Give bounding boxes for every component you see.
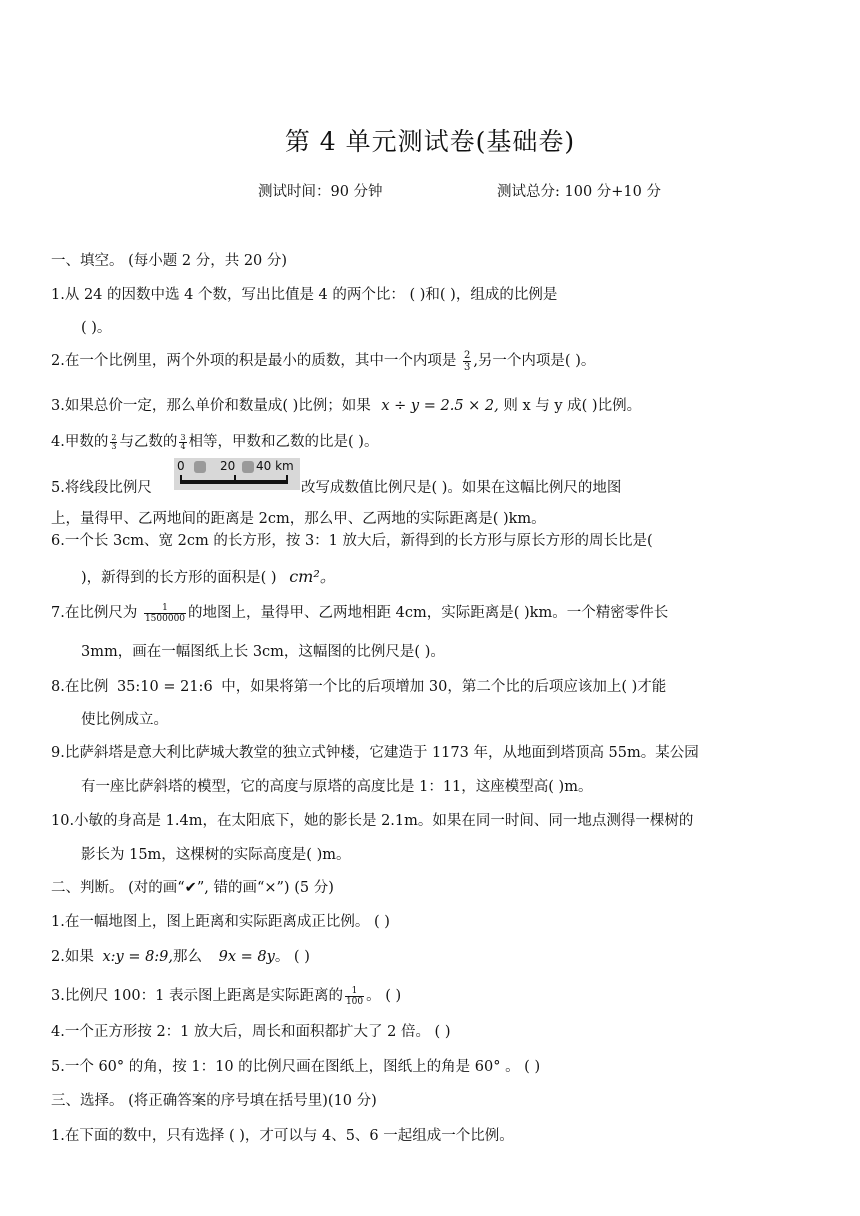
judge-3 [51, 984, 401, 1007]
scale-tick [180, 475, 182, 484]
judge-2-text-c: 。 ( ) [274, 949, 310, 965]
question-4 [51, 430, 378, 451]
question-4-text-a: 4.甲数的 [51, 434, 109, 450]
question-3-text-b: 则 x 与 y 成( )比例。 [503, 398, 642, 414]
judge-2-expression-2: 9x = 8y [218, 949, 275, 965]
judge-2 [51, 945, 310, 966]
scale-tick [286, 475, 288, 484]
question-3-expression: x ÷ y = 2.5 × 2, [381, 398, 499, 414]
fraction-two-thirds [463, 350, 471, 373]
question-6-unit: cm²。 [289, 567, 336, 586]
question-5-text-b: 改写成数值比例尺是( )。如果在这幅比例尺的地图 [301, 480, 622, 496]
fraction-denominator: 100 [345, 996, 364, 1007]
judge-1: 1.在一幅地图上，图上距离和实际距离成正比例。 ( ) [51, 914, 390, 930]
fraction-scale [144, 603, 186, 624]
question-10-line-b: 影长为 15m，这棵树的实际高度是( )m。 [81, 847, 351, 863]
line-scale-image [174, 458, 300, 490]
judge-5: 5.一个 60° 的角，按 1：10 的比例尺画在图纸上，图纸上的角是 60° 。 ( ) [51, 1059, 541, 1075]
question-7-line-a [51, 601, 668, 624]
question-5-text-a: 5.将线段比例尺 [51, 480, 152, 496]
judge-3-text-b: 。 ( ) [366, 988, 402, 1004]
judge-2-text-b: 那么 [173, 949, 203, 965]
question-4-text-c: 相等，甲数和乙数的比是( )。 [188, 434, 379, 450]
question-6-line-a: 6.一个长 3cm、宽 2cm 的长方形，按 3：1 放大后，新得到的长方形与原长方形的周长比是( [51, 533, 653, 549]
fraction-denominator: 4 [180, 441, 186, 451]
question-9-line-b: 有一座比萨斜塔的模型，它的高度与原塔的高度比是 1：11，这座模型高( )m。 [81, 779, 593, 795]
judge-2-expression-1: x:y = 8:9, [102, 949, 174, 965]
question-3 [51, 394, 641, 415]
section2-heading: 二、判断。 (对的画“✔”, 错的画“×”) (5 分) [51, 880, 334, 896]
scale-smudge [242, 461, 254, 473]
fraction-one-hundredth [345, 986, 364, 1007]
question-1-line-a: 1.从 24 的因数中选 4 个数，写出比值是 4 的两个比： ( )和( )，组成的比例是 [51, 287, 558, 303]
fraction-numerator: 2 [463, 349, 471, 361]
question-8-line-b: 使比例成立。 [81, 712, 168, 728]
question-3-text-a: 3.如果总价一定，那么单价和数量成( )比例；如果 [51, 398, 371, 414]
fraction-three-quarters [179, 434, 186, 451]
question-8-text-b: 中，如果将第一个比的后项增加 30，第二个比的后项应该加上( )才能 [221, 679, 667, 695]
question-1-line-b: ( )。 [81, 320, 112, 336]
test-time: 测试时间：90 分钟 [258, 184, 383, 200]
fraction-denominator: 3 [463, 361, 471, 373]
scale-label-0: 0 [177, 459, 185, 473]
question-6-line-b [81, 564, 336, 587]
question-4-text-b: 与乙数的 [119, 434, 178, 450]
section3-heading: 三、选择。 (将正确答案的序号填在括号里)(10 分) [51, 1093, 377, 1109]
fraction-numerator: 3 [180, 432, 186, 442]
choice-1: 1.在下面的数中，只有选择 ( )，才可以与 4、5、6 一起组成一个比例。 [51, 1128, 514, 1144]
question-9-line-a: 9.比萨斜塔是意大利比萨城大教堂的独立式钟楼，它建造于 1173 年，从地面到塔顶高 55m。某公园 [51, 745, 699, 761]
page-title: 第 4 单元测试卷(基础卷) [284, 127, 576, 156]
section1-heading: 一、填空。 (每小题 2 分，共 20 分) [51, 253, 288, 269]
fraction-denominator: 1500000 [144, 613, 186, 624]
scale-smudge [194, 461, 206, 473]
test-score: 测试总分: 100 分+10 分 [497, 184, 661, 200]
fraction-two-thirds [110, 434, 117, 451]
fraction-denominator: 3 [111, 441, 117, 451]
question-2 [51, 349, 595, 373]
question-10-line-a: 10.小敏的身高是 1.4m，在太阳底下，她的影长是 2.1m。如果在同一时间、同一地点测得一棵树的 [51, 813, 694, 829]
question-7-text-b: 的地图上，量得甲、乙两地相距 4cm，实际距离是( )km。一个精密零件长 [188, 605, 669, 621]
question-8-expression: 35:10 = 21:6 [116, 679, 213, 695]
judge-3-text-a: 3.比例尺 100：1 表示图上距离是实际距离的 [51, 988, 343, 1004]
question-7-text-a: 7.在比例尺为 [51, 605, 138, 621]
judge-4: 4.一个正方形按 2：1 放大后，周长和面积都扩大了 2 倍。 ( ) [51, 1024, 451, 1040]
scale-tick [234, 475, 236, 484]
fraction-numerator: 2 [111, 432, 117, 442]
scale-label-40: 40 km [256, 459, 294, 473]
question-8-line-a [51, 675, 666, 696]
fraction-numerator: 1 [345, 986, 364, 997]
scale-label-20: 20 [220, 459, 236, 473]
question-8-text-a: 8.在比例 [51, 679, 109, 695]
question-6-text-b: )，新得到的长方形的面积是( ) [81, 570, 277, 586]
judge-2-text-a: 2.如果 [51, 949, 94, 965]
question-2-text-a: 2.在一个比例里，两个外项的积是最小的质数，其中一个内项是 [51, 353, 457, 369]
question-7-line-b: 3mm，画在一幅图纸上长 3cm，这幅图的比例尺是( )。 [81, 644, 445, 660]
fraction-numerator: 1 [144, 603, 186, 614]
question-5-text-c: 上，量得甲、乙两地间的距离是 2cm，那么甲、乙两地的实际距离是( )km。 [51, 511, 546, 527]
question-2-text-b: ,另一个内项是( )。 [473, 353, 596, 369]
